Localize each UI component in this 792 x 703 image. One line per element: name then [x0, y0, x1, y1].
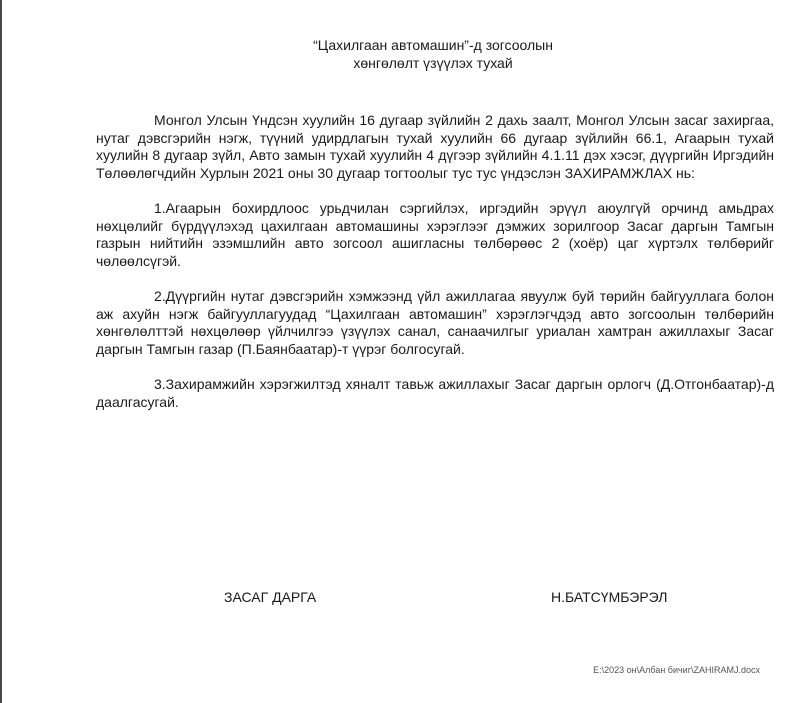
paragraph-item-2: 2.Дүүргийн нутаг дэвсгэрийн хэмжээнд үйл ажиллагаа явуулж буй төрийн байгууллага болон аж ахуйн нэгж байгууллагуудад “Цахилгаан автомашин” хэрэглэгчдэд авто зогсоолын төлбөрийн хөнгөлөлттэй нөхцөлөөр үйлчилгээ үзүүлэх санал, санаачилгыг уриалан хамтран ажиллахыг Засаг даргын Тамгын газар (П.Баянбаатар)-т үүрэг болгосугай.	[96, 287, 774, 357]
signature-name: Н.БАТСҮМБЭРЭЛ	[551, 589, 668, 605]
paragraph-preamble: Монгол Улсын Үндсэн хуулийн 16 дугаар зүйлийн 2 дахь заалт, Монгол Улсын засаг захиргаа, нутаг дэвсгэрийн нэгж, түүний удирдлагын тухай хуулийн 66 дугаар зүйлийн 66.1, Агаарын тухай хуулийн 8 дугаар зүйл, Авто замын тухай хуулийн 4 дүгээр зүйлийн 4.1.11 дэх хэсэг, дүүргийн Иргэдийн Төлөөлөгчдийн Хурлын 2021 оны 30 дугаар тогтоолыг тус тус үндэслэн ЗАХИРАМЖЛАХ нь:	[96, 112, 774, 181]
paragraph-item-3: 3.Захирамжийн хэрэгжилтэд хяналт тавьж ажиллахыг Засаг даргын орлогч (Д.Отгонбаатар)-д даалгасугай.	[96, 375, 774, 410]
footer-file-path: E:\2023 он\Албан бичиг\ZAHIRAMJ.docx	[593, 665, 760, 675]
document-title	[0, 36, 792, 72]
signature-title: ЗАСАГ ДАРГА	[224, 589, 317, 605]
title-line-1: “Цахилгаан автомашин”-д зогсоолын	[313, 37, 553, 53]
page-left-edge	[0, 0, 2, 703]
document-body	[96, 112, 774, 411]
paragraph-item-1: 1.Агаарын бохирдлоос урьдчилан сэргийлэх, иргэдийн эрүүл аюулгүй орчинд амьдрах нөхцөлийг бүрдүүлэхэд цахилгаан автомашины хэрэглээг дэмжих зорилгоор Засаг даргын Тамгын газрын нийтийн эзэмшлийн авто зогсоол ашигласны төлбөрөөс 2 (хоёр) цаг хүртэлх төлбөрийг чөлөөлсүгэй.	[96, 199, 774, 269]
title-line-2: хөнгөлөлт үзүүлэх тухай	[353, 55, 513, 71]
